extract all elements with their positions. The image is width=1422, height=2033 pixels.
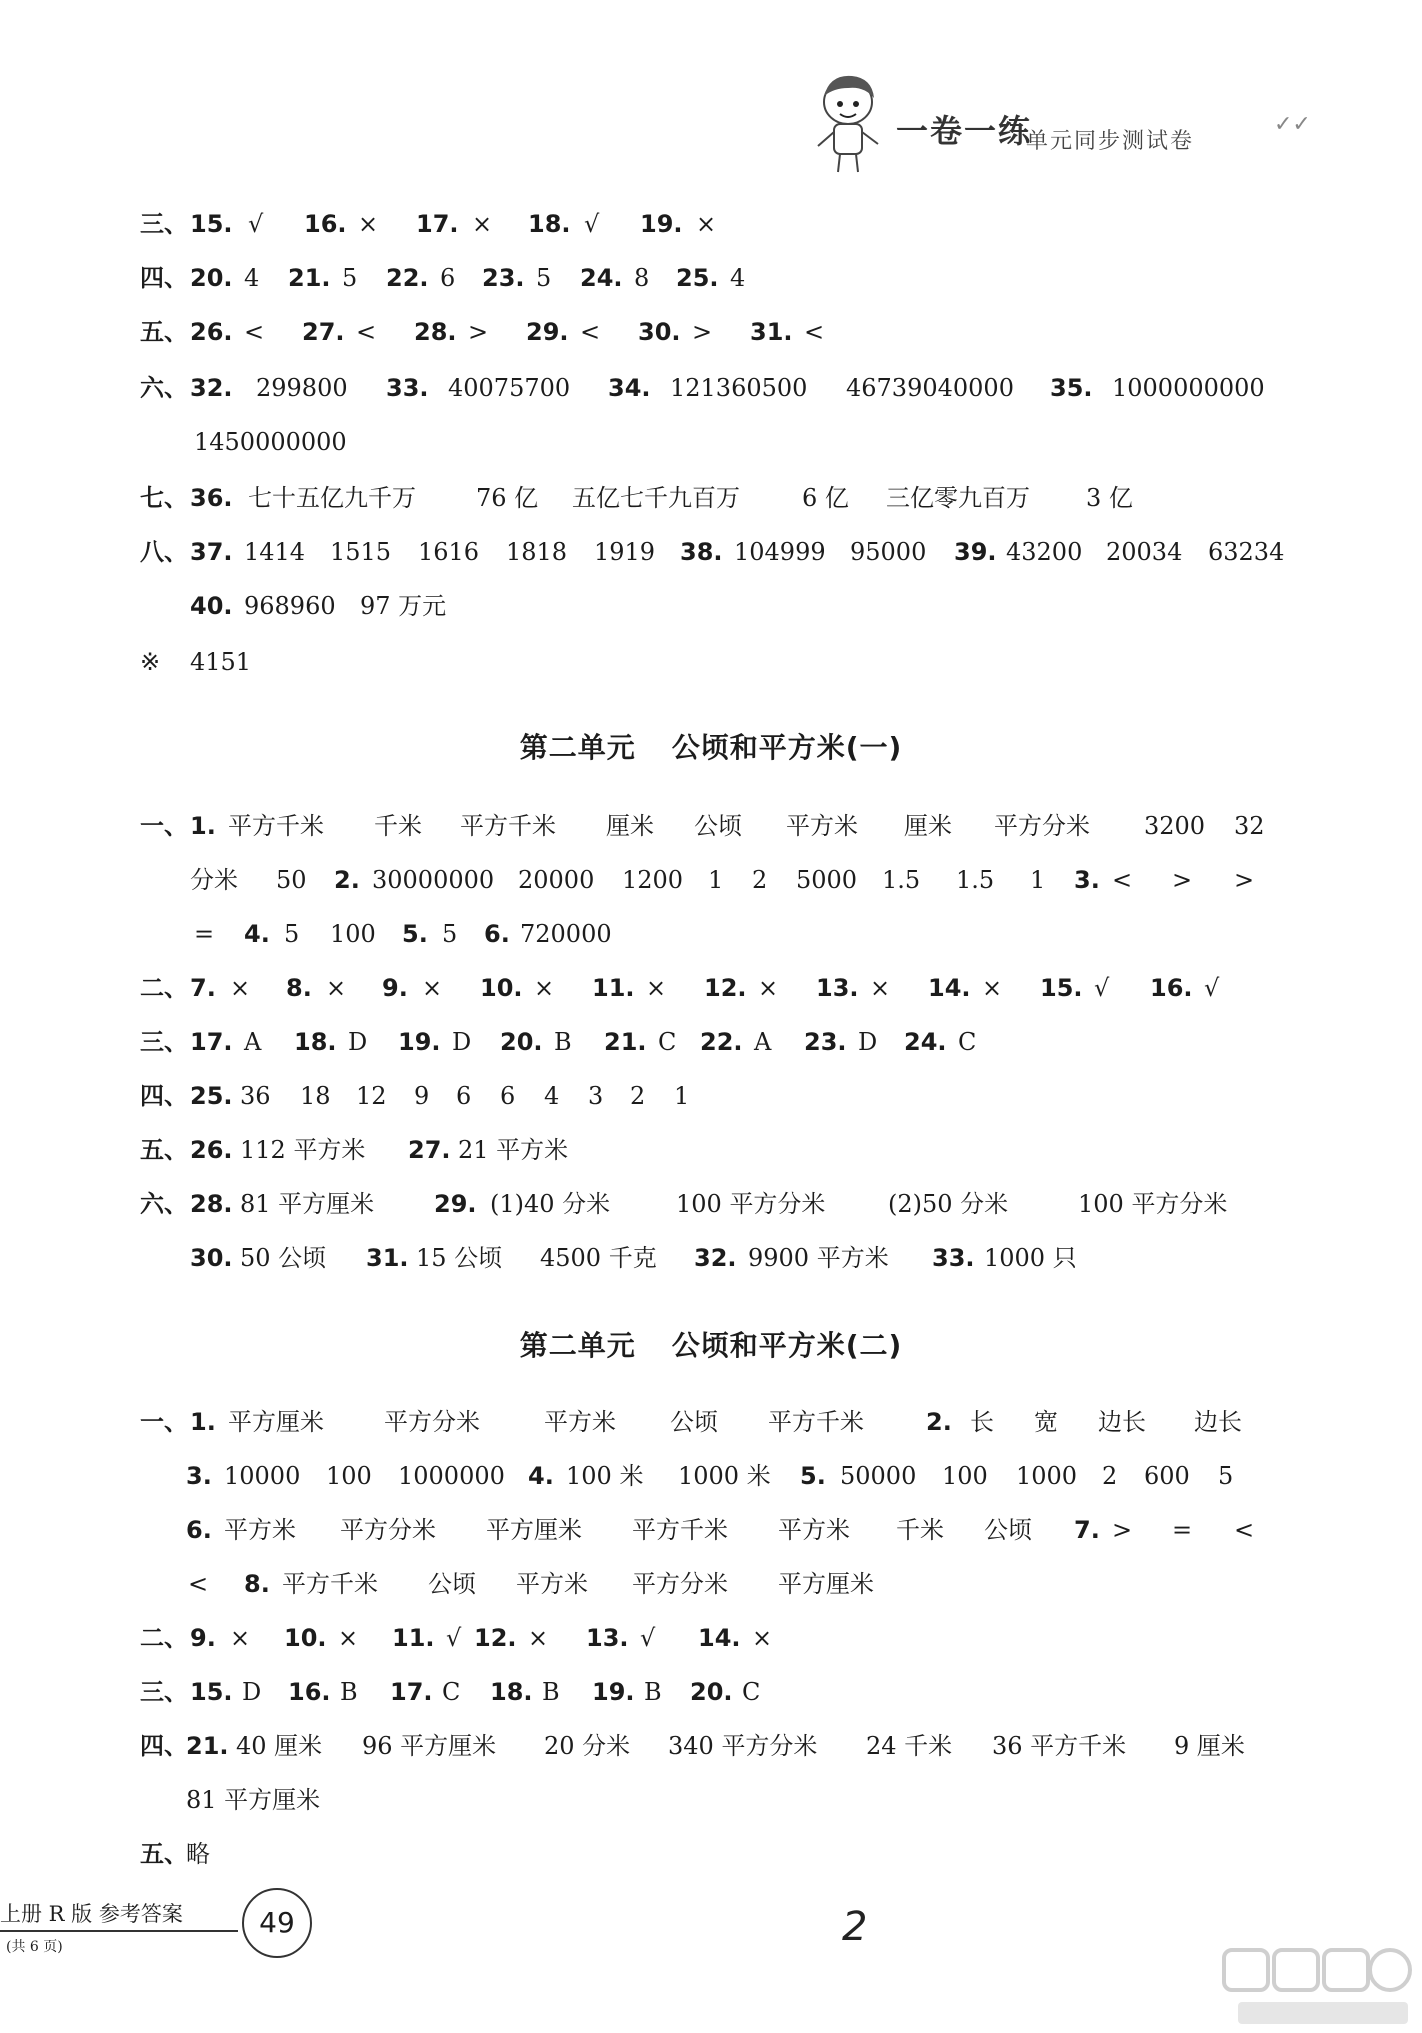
answer-value: 97 万元	[360, 592, 447, 620]
question-number: 21.	[186, 1732, 229, 1760]
answer-value: 平方米	[778, 1516, 850, 1544]
handwritten-mark: 2	[842, 1904, 868, 1950]
question-number: 23.	[804, 1028, 847, 1056]
answer-value: 1450000000	[194, 428, 347, 456]
question-number: 34.	[608, 374, 651, 402]
answer-value: 平方分米	[340, 1516, 436, 1544]
answer-value: 平方米	[516, 1570, 588, 1598]
answer-value: >	[468, 318, 489, 346]
unit-title	[0, 726, 1422, 766]
answer-value: 1.5	[882, 866, 921, 894]
answer-value: √	[248, 210, 264, 238]
answer-value: =	[1172, 1516, 1193, 1544]
question-number: 31.	[750, 318, 793, 346]
question-number: 8.	[286, 974, 312, 1002]
question-number: 3.	[186, 1462, 212, 1490]
answer-value: 1	[708, 866, 724, 894]
answer-value: ×	[696, 210, 717, 238]
answer-value: 公顷	[694, 812, 742, 840]
answer-value: 分米	[190, 866, 238, 894]
decorative-marks-icon: ✓✓	[1274, 112, 1311, 137]
section-label: 一、	[140, 1408, 188, 1436]
answer-value: 340 平方分米	[668, 1732, 818, 1760]
section-label: 七、	[140, 484, 188, 512]
answer-value: <	[244, 318, 265, 346]
answer-value: 1818	[506, 538, 568, 566]
question-number: 1.	[190, 812, 216, 840]
question-number: 23.	[482, 264, 525, 292]
section-label: 一、	[140, 812, 188, 840]
question-number: 5.	[402, 920, 428, 948]
answer-value: 100	[326, 1462, 372, 1490]
answer-value: D	[348, 1028, 368, 1056]
footer-divider	[0, 1930, 238, 1932]
answer-value: B	[644, 1678, 662, 1706]
unit-title-topic: 公顷和平方米(二)	[671, 1329, 903, 1362]
section-label: 八、	[140, 538, 188, 566]
question-number: 7.	[190, 974, 216, 1002]
answer-value: 18	[300, 1082, 331, 1110]
answer-value: 63234	[1208, 538, 1285, 566]
answer-value: 9	[414, 1082, 430, 1110]
answer-value: 6 亿	[802, 484, 849, 512]
answer-value: 4500 千克	[540, 1244, 657, 1272]
answer-value: C	[658, 1028, 677, 1056]
answer-value: 50000	[840, 1462, 917, 1490]
answer-value: 81 平方厘米	[186, 1786, 321, 1814]
answer-value: A	[244, 1028, 262, 1056]
answer-value: 略	[186, 1840, 210, 1868]
unit-title-number: 第二单元	[519, 731, 636, 764]
answer-value: ×	[326, 974, 347, 1002]
answer-value: 三亿零九百万	[886, 484, 1030, 512]
question-number: 28.	[190, 1190, 233, 1218]
answer-value: 15 公顷	[416, 1244, 503, 1272]
answer-value: 600	[1144, 1462, 1190, 1490]
question-number: 4.	[244, 920, 270, 948]
answer-value: 24 千米	[866, 1732, 953, 1760]
section-label: 五、	[140, 1136, 188, 1164]
answer-value: 100	[942, 1462, 988, 1490]
question-number: 18.	[528, 210, 571, 238]
question-number: 13.	[586, 1624, 629, 1652]
answer-value: 公顷	[428, 1570, 476, 1598]
answer-value: 千米	[896, 1516, 944, 1544]
answer-value: 3	[588, 1082, 604, 1110]
answer-value: ×	[982, 974, 1003, 1002]
section-label: 四、	[140, 1082, 188, 1110]
answer-value: <	[1112, 866, 1133, 894]
answer-value: 平方米	[544, 1408, 616, 1436]
answer-value: 4151	[190, 648, 252, 676]
question-number: 17.	[190, 1028, 233, 1056]
answer-value: 平方分米	[632, 1570, 728, 1598]
section-label: 五、	[140, 318, 188, 346]
question-number: 18.	[490, 1678, 533, 1706]
question-number: 20.	[190, 264, 233, 292]
answer-value: 50 公顷	[240, 1244, 327, 1272]
answer-value: 2	[752, 866, 768, 894]
answer-value: 6	[500, 1082, 516, 1110]
answer-value: C	[958, 1028, 977, 1056]
answer-value: 3 亿	[1086, 484, 1133, 512]
cartoon-mascot-icon	[808, 68, 890, 176]
answer-value: D	[858, 1028, 878, 1056]
answer-value: <	[188, 1570, 209, 1598]
answer-value: B	[554, 1028, 572, 1056]
answer-value: A	[754, 1028, 772, 1056]
answer-value: 20000	[518, 866, 595, 894]
answer-value: 平方千米	[768, 1408, 864, 1436]
answer-value: 平方厘米	[778, 1570, 874, 1598]
question-number: 22.	[700, 1028, 743, 1056]
answer-value: 6	[440, 264, 456, 292]
answer-value: ×	[472, 210, 493, 238]
question-number: 4.	[528, 1462, 554, 1490]
answer-value: 46739040000	[846, 374, 1014, 402]
answer-value: 10000	[224, 1462, 301, 1490]
answer-value: 299800	[256, 374, 348, 402]
answer-value: >	[1172, 866, 1193, 894]
answer-value: 5	[342, 264, 358, 292]
question-number: 14.	[698, 1624, 741, 1652]
series-header	[808, 68, 1311, 178]
question-number: 29.	[526, 318, 569, 346]
answer-value: 2	[1102, 1462, 1118, 1490]
question-number: 39.	[954, 538, 997, 566]
answer-value: 1414	[244, 538, 306, 566]
answer-value: B	[340, 1678, 358, 1706]
question-number: 29.	[434, 1190, 477, 1218]
answer-value: 平方分米	[994, 812, 1090, 840]
answer-value: 边长	[1194, 1408, 1242, 1436]
answer-value: 公顷	[984, 1516, 1032, 1544]
question-number: 15.	[1040, 974, 1083, 1002]
section-label: 三、	[140, 1678, 188, 1706]
answer-value: 七十五亿九千万	[248, 484, 416, 512]
answer-value: 平方千米	[632, 1516, 728, 1544]
section-label: 四、	[140, 264, 188, 292]
answer-value: √	[446, 1624, 462, 1652]
answer-value: 8	[634, 264, 650, 292]
answer-value: 104999	[734, 538, 826, 566]
answer-value: 720000	[520, 920, 612, 948]
answer-value: 4	[544, 1082, 560, 1110]
answer-value: 112 平方米	[240, 1136, 366, 1164]
question-number: 8.	[244, 1570, 270, 1598]
question-number: 14.	[928, 974, 971, 1002]
answer-value: <	[580, 318, 601, 346]
section-label: 四、	[140, 1732, 188, 1760]
question-number: 11.	[392, 1624, 435, 1652]
answer-value: 1	[674, 1082, 690, 1110]
section-label: 六、	[140, 374, 188, 402]
series-brand: 一卷一练	[896, 112, 1033, 150]
question-number: 19.	[640, 210, 683, 238]
question-number: 17.	[416, 210, 459, 238]
question-number: 33.	[386, 374, 429, 402]
answer-value: 平方千米	[282, 1570, 378, 1598]
answer-value: ×	[758, 974, 779, 1002]
answer-value: 五亿七千九百万	[572, 484, 740, 512]
question-number: 16.	[1150, 974, 1193, 1002]
question-number: 2.	[334, 866, 360, 894]
answer-value: 2	[630, 1082, 646, 1110]
question-number: 21.	[604, 1028, 647, 1056]
question-number: 22.	[386, 264, 429, 292]
question-number: 26.	[190, 1136, 233, 1164]
question-number: 6.	[484, 920, 510, 948]
question-number: 24.	[904, 1028, 947, 1056]
question-number: 15.	[190, 210, 233, 238]
question-number: 27.	[408, 1136, 451, 1164]
answer-value: 公顷	[670, 1408, 718, 1436]
answer-value: 3200	[1144, 812, 1206, 840]
question-number: 10.	[480, 974, 523, 1002]
answer-value: 40 厘米	[236, 1732, 323, 1760]
reference-mark: ※	[140, 648, 161, 676]
answer-value: 100 平方分米	[1078, 1190, 1228, 1218]
answer-value: 30000000	[372, 866, 495, 894]
question-number: 11.	[592, 974, 635, 1002]
answer-value: 9 厘米	[1174, 1732, 1245, 1760]
answer-value: =	[194, 920, 215, 948]
answer-value: 36 平方千米	[992, 1732, 1127, 1760]
answer-value: √	[1204, 974, 1220, 1002]
series-subtitle: 单元同步测试卷	[1026, 129, 1195, 154]
answer-value: 1000000000	[1112, 374, 1265, 402]
answer-value: ×	[528, 1624, 549, 1652]
answer-value: 21 平方米	[458, 1136, 569, 1164]
answer-value: 1000	[1016, 1462, 1078, 1490]
question-number: 9.	[382, 974, 408, 1002]
question-number: 32.	[190, 374, 233, 402]
answer-value: 1515	[330, 538, 392, 566]
section-label: 二、	[140, 974, 188, 1002]
answer-value: 95000	[850, 538, 927, 566]
question-number: 27.	[302, 318, 345, 346]
footer-page-count: (共 6 页)	[6, 1939, 63, 1955]
answer-value: 5000	[796, 866, 858, 894]
answer-value: 96 平方厘米	[362, 1732, 497, 1760]
answer-value: 100 平方分米	[676, 1190, 826, 1218]
answer-value: 平方米	[224, 1516, 296, 1544]
question-number: 19.	[398, 1028, 441, 1056]
question-number: 13.	[816, 974, 859, 1002]
answer-value: 100	[330, 920, 376, 948]
answer-value: ×	[534, 974, 555, 1002]
answer-value: 平方米	[786, 812, 858, 840]
answer-value: 32	[1234, 812, 1265, 840]
answer-value: √	[584, 210, 600, 238]
answer-value: ×	[338, 1624, 359, 1652]
question-number: 2.	[926, 1408, 952, 1436]
question-number: 26.	[190, 318, 233, 346]
answer-value: D	[452, 1028, 472, 1056]
answer-value: 1616	[418, 538, 480, 566]
section-label: 五、	[140, 1840, 188, 1868]
answer-value: ×	[646, 974, 667, 1002]
question-number: 12.	[704, 974, 747, 1002]
answer-value: 81 平方厘米	[240, 1190, 375, 1218]
answer-value: 5	[442, 920, 458, 948]
answer-value: 20 分米	[544, 1732, 631, 1760]
answer-value: 1200	[622, 866, 684, 894]
answer-value: >	[692, 318, 713, 346]
question-number: 32.	[694, 1244, 737, 1272]
question-number: 37.	[190, 538, 233, 566]
answer-value: 1	[1030, 866, 1046, 894]
answer-value: 平方厘米	[228, 1408, 324, 1436]
question-number: 35.	[1050, 374, 1093, 402]
answer-value: 43200	[1006, 538, 1083, 566]
answer-value: 1000000	[398, 1462, 505, 1490]
question-number: 40.	[190, 592, 233, 620]
answer-value: ×	[358, 210, 379, 238]
answer-value: 平方千米	[228, 812, 324, 840]
answer-value: 40075700	[448, 374, 571, 402]
answer-value: 76 亿	[476, 484, 539, 512]
unit-title-number: 第二单元	[519, 1329, 636, 1362]
question-number: 18.	[294, 1028, 337, 1056]
answer-value: 千米	[374, 812, 422, 840]
question-number: 12.	[474, 1624, 517, 1652]
section-label: 三、	[140, 210, 188, 238]
answer-value: ×	[422, 974, 443, 1002]
answer-value: 1.5	[956, 866, 995, 894]
answer-value: 12	[356, 1082, 387, 1110]
answer-value: <	[1234, 1516, 1255, 1544]
footer-edition-label: 上册 R 版 参考答案	[0, 1902, 183, 1926]
question-number: 7.	[1074, 1516, 1100, 1544]
answer-value: >	[1112, 1516, 1133, 1544]
answer-value: 平方千米	[460, 812, 556, 840]
answer-value: C	[442, 1678, 461, 1706]
answer-value: 边长	[1098, 1408, 1146, 1436]
question-number: 30.	[638, 318, 681, 346]
question-number: 21.	[288, 264, 331, 292]
question-number: 9.	[190, 1624, 216, 1652]
answer-value: 968960	[244, 592, 336, 620]
question-number: 25.	[190, 1082, 233, 1110]
answer-value: ×	[230, 1624, 251, 1652]
answer-value: <	[356, 318, 377, 346]
section-label: 六、	[140, 1190, 188, 1218]
answer-value: D	[242, 1678, 262, 1706]
answer-value: (2)50 分米	[888, 1190, 1009, 1218]
question-number: 6.	[186, 1516, 212, 1544]
question-number: 20.	[690, 1678, 733, 1706]
answer-value: <	[804, 318, 825, 346]
question-number: 20.	[500, 1028, 543, 1056]
answer-value: 5	[536, 264, 552, 292]
section-label: 三、	[140, 1028, 188, 1056]
answer-value: C	[742, 1678, 761, 1706]
answer-value: 6	[456, 1082, 472, 1110]
answer-value: 5	[1218, 1462, 1234, 1490]
unit-title	[0, 1324, 1422, 1364]
question-number: 24.	[580, 264, 623, 292]
answer-value: √	[1094, 974, 1110, 1002]
answer-value: 36	[240, 1082, 271, 1110]
answer-value: 100 米	[566, 1462, 644, 1490]
question-number: 19.	[592, 1678, 635, 1706]
answer-value: 1919	[594, 538, 656, 566]
answer-value: 5	[284, 920, 300, 948]
answer-value: 平方厘米	[486, 1516, 582, 1544]
answer-value: 20034	[1106, 538, 1183, 566]
question-number: 36.	[190, 484, 233, 512]
question-number: 25.	[676, 264, 719, 292]
answer-value: 平方分米	[384, 1408, 480, 1436]
answer-value: 1000 米	[678, 1462, 771, 1490]
answer-value: 厘米	[904, 812, 952, 840]
question-number: 33.	[932, 1244, 975, 1272]
answer-value: 4	[244, 264, 260, 292]
question-number: 3.	[1074, 866, 1100, 894]
question-number: 16.	[304, 210, 347, 238]
unit-title-topic: 公顷和平方米(一)	[671, 731, 903, 764]
question-number: 28.	[414, 318, 457, 346]
answer-value: B	[542, 1678, 560, 1706]
answer-value: ×	[230, 974, 251, 1002]
answer-value: 厘米	[606, 812, 654, 840]
answer-value: 9900 平方米	[748, 1244, 889, 1272]
answer-value: >	[1234, 866, 1255, 894]
answer-value: 121360500	[670, 374, 808, 402]
answer-value: ×	[870, 974, 891, 1002]
question-number: 10.	[284, 1624, 327, 1652]
answer-value: 1000 只	[984, 1244, 1077, 1272]
answer-value: (1)40 分米	[490, 1190, 611, 1218]
question-number: 5.	[800, 1462, 826, 1490]
answer-value: 宽	[1034, 1408, 1058, 1436]
page-number: 49	[242, 1888, 312, 1958]
question-number: 1.	[190, 1408, 216, 1436]
question-number: 38.	[680, 538, 723, 566]
question-number: 17.	[390, 1678, 433, 1706]
answer-value: 长	[970, 1408, 994, 1436]
section-label: 二、	[140, 1624, 188, 1652]
answer-value: ×	[752, 1624, 773, 1652]
question-number: 30.	[190, 1244, 233, 1272]
watermark-logo-icon	[1218, 1942, 1418, 2032]
question-number: 31.	[366, 1244, 409, 1272]
question-number: 15.	[190, 1678, 233, 1706]
answer-value: 4	[730, 264, 746, 292]
question-number: 16.	[288, 1678, 331, 1706]
answer-value: 50	[276, 866, 307, 894]
answer-value: √	[640, 1624, 656, 1652]
